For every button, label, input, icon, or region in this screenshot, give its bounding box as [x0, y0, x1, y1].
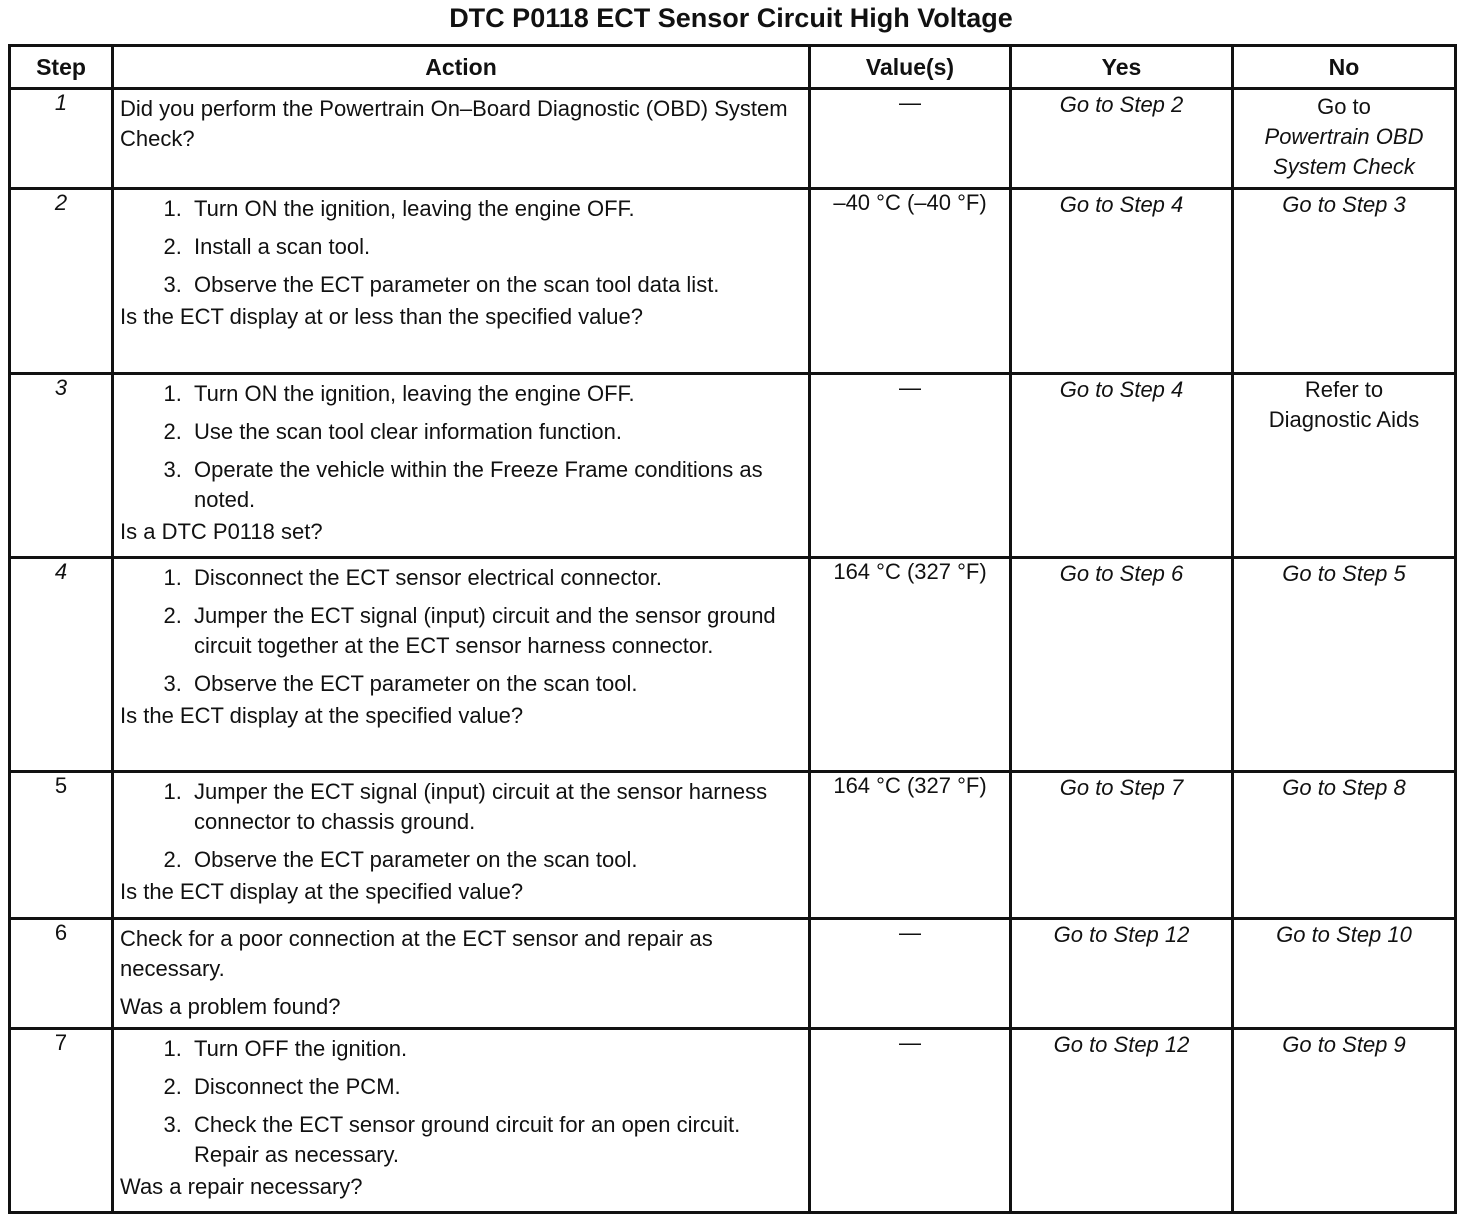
yes-cell — [1011, 558, 1233, 772]
step-number: 4 — [10, 558, 113, 772]
table-row — [10, 374, 1456, 558]
action-cell — [113, 1029, 810, 1213]
value-cell: — — [810, 374, 1011, 558]
value-cell: –40 °C (–40 °F) — [810, 189, 1011, 374]
action-step: 2. Use the scan tool clear information function. — [188, 417, 802, 447]
action-cell — [113, 374, 810, 558]
step-number: 7 — [10, 1029, 113, 1213]
action-step: 1. Turn OFF the ignition. — [188, 1034, 802, 1064]
yes-cell — [1011, 374, 1233, 558]
no-cell — [1233, 919, 1456, 1029]
action-question: Was a repair necessary? — [120, 1174, 363, 1199]
header-yes: Yes — [1011, 46, 1233, 89]
header-values: Value(s) — [810, 46, 1011, 89]
yes-link[interactable]: Go to Step 6 — [1059, 561, 1184, 586]
header-no: No — [1233, 46, 1456, 89]
value-cell: — — [810, 89, 1011, 189]
action-step: 2. Disconnect the PCM. — [188, 1072, 802, 1102]
diagnostic-table — [8, 44, 1457, 1214]
value-cell: 164 °C (327 °F) — [810, 558, 1011, 772]
action-cell — [113, 772, 810, 919]
yes-link[interactable]: Go to Step 2 — [1059, 92, 1184, 117]
yes-link[interactable]: Go to Step 12 — [1053, 922, 1190, 947]
action-cell — [113, 89, 810, 189]
value-cell: 164 °C (327 °F) — [810, 772, 1011, 919]
table-row — [10, 1029, 1456, 1213]
action-step: 3. Check the ECT sensor ground circuit for an open circuit. Repair as necessary. — [188, 1110, 802, 1170]
action-step: 2. Jumper the ECT signal (input) circuit and the sensor ground circuit together at the ECT sensor harness connector. — [188, 601, 802, 661]
table-row — [10, 558, 1456, 772]
page-title: DTC P0118 ECT Sensor Circuit High Voltage — [449, 3, 1013, 33]
step-number: 3 — [10, 374, 113, 558]
table-row — [10, 89, 1456, 189]
action-step: 1. Jumper the ECT signal (input) circuit at the sensor harness connector to chassis ground. — [188, 777, 802, 837]
action-step: 2. Observe the ECT parameter on the scan tool. — [188, 845, 802, 875]
no-cell — [1233, 558, 1456, 772]
header-row — [10, 46, 1456, 89]
yes-link[interactable]: Go to Step 4 — [1059, 192, 1184, 217]
no-link[interactable]: Go to Step 10 — [1276, 922, 1412, 947]
no-link[interactable]: Go to Step 8 — [1282, 775, 1406, 800]
action-question: Is the ECT display at the specified value? — [120, 703, 524, 728]
yes-cell — [1011, 919, 1233, 1029]
no-link[interactable]: Go to Step 5 — [1282, 561, 1406, 586]
yes-cell — [1011, 772, 1233, 919]
action-step: 3. Operate the vehicle within the Freeze Frame conditions as noted. — [188, 455, 802, 515]
header-step: Step — [10, 46, 113, 89]
yes-link[interactable]: Go to Step 4 — [1059, 377, 1184, 402]
action-step: 3. Observe the ECT parameter on the scan tool data list. — [188, 270, 802, 300]
step-number: 2 — [10, 189, 113, 374]
action-question: Is the ECT display at or less than the specified value? — [120, 304, 643, 329]
action-step: 2. Install a scan tool. — [188, 232, 802, 262]
step-number: 6 — [10, 919, 113, 1029]
action-step: 1. Disconnect the ECT sensor electrical connector. — [188, 563, 802, 593]
no-link[interactable]: Go to Step 3 — [1282, 192, 1406, 217]
no-cell — [1233, 189, 1456, 374]
action-question: Is the ECT display at the specified value? — [120, 879, 524, 904]
action-text: Check for a poor connection at the ECT sensor and repair as necessary. — [120, 926, 713, 981]
no-link[interactable]: Refer to Diagnostic Aids — [1268, 377, 1420, 432]
action-step: 1. Turn ON the ignition, leaving the engine OFF. — [188, 194, 802, 224]
action-question: Was a problem found? — [120, 994, 341, 1019]
yes-link[interactable]: Go to Step 7 — [1059, 775, 1184, 800]
step-number: 1 — [10, 89, 113, 189]
table-row — [10, 772, 1456, 919]
action-cell — [113, 919, 810, 1029]
no-cell — [1233, 1029, 1456, 1213]
no-cell — [1233, 772, 1456, 919]
yes-cell — [1011, 89, 1233, 189]
action-step: 3. Observe the ECT parameter on the scan tool. — [188, 669, 802, 699]
action-cell — [113, 189, 810, 374]
yes-cell — [1011, 189, 1233, 374]
value-cell: — — [810, 919, 1011, 1029]
no-cell — [1233, 89, 1456, 189]
action-question: Is a DTC P0118 set? — [120, 519, 323, 544]
step-number: 5 — [10, 772, 113, 919]
no-prefix: Go to — [1317, 94, 1371, 119]
action-text: Did you perform the Powertrain On–Board Diagnostic (OBD) System Check? — [120, 96, 788, 151]
yes-cell — [1011, 1029, 1233, 1213]
value-cell: — — [810, 1029, 1011, 1213]
table-row — [10, 919, 1456, 1029]
action-step: 1. Turn ON the ignition, leaving the engine OFF. — [188, 379, 802, 409]
action-cell — [113, 558, 810, 772]
no-cell — [1233, 374, 1456, 558]
no-link[interactable]: Powertrain OBD System Check — [1264, 124, 1424, 179]
table-row — [10, 189, 1456, 374]
yes-link[interactable]: Go to Step 12 — [1053, 1032, 1190, 1057]
header-action: Action — [113, 46, 810, 89]
no-link[interactable]: Go to Step 9 — [1282, 1032, 1406, 1057]
